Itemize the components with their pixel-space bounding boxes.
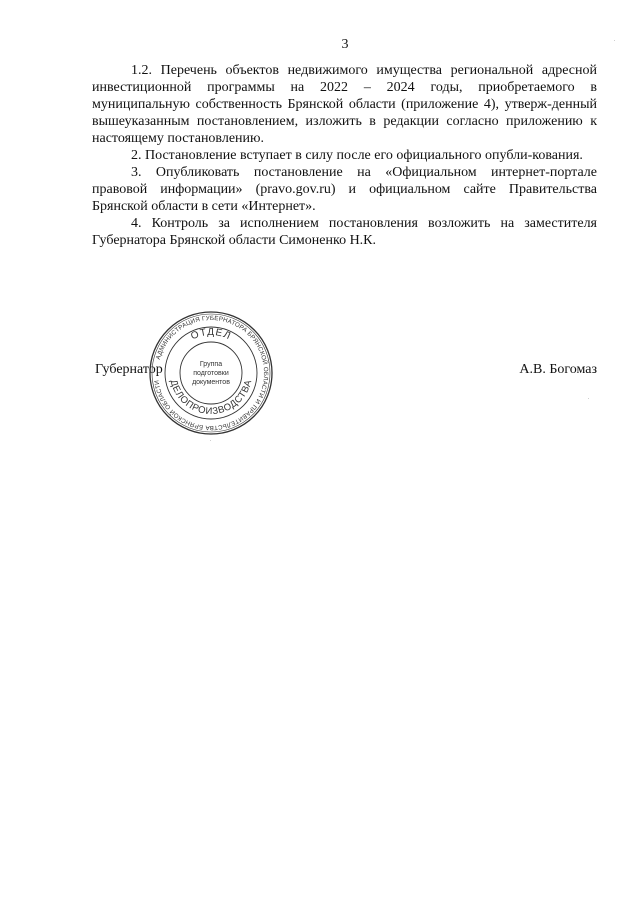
official-stamp xyxy=(148,310,274,436)
page-number: 3 xyxy=(341,37,349,52)
document-body xyxy=(92,62,597,249)
stamp-seal-icon xyxy=(148,310,274,436)
scan-artifact xyxy=(614,40,615,41)
paragraph-3: 3. Опубликовать постановление на «Официальном интернет-портале правовой информации» (pravo.gov.ru) и официальном сайте Правительства Брянской области в сети «Интернет». xyxy=(92,165,597,214)
stamp-department-top: ОТДЕЛ xyxy=(189,326,233,343)
scan-artifact xyxy=(210,440,211,441)
stamp-center-line-1: Группа xyxy=(199,361,223,368)
stamp-department-bottom: ДЕЛОПРОИЗВОДСТВА xyxy=(167,378,255,418)
paragraph-4: 4. Контроль за исполнением постановления возложить на заместителя Губернатора Брянской области Симоненко Н.К. xyxy=(92,216,597,248)
scan-artifact xyxy=(588,398,589,399)
signatory-title: Губернатор xyxy=(95,362,163,377)
stamp-center-line-3: документов xyxy=(192,379,230,386)
signatory-name: А.В. Богомаз xyxy=(519,362,597,377)
stamp-outer-text: АДМИНИСТРАЦИЯ ГУБЕРНАТОРА БРЯНСКОЙ ОБЛАСТИ И ПРАВИТЕЛЬСТВА БРЯНСКОЙ ОБЛАСТИ xyxy=(153,314,270,432)
paragraph-1-2: 1.2. Перечень объектов недвижимого имущества региональной адресной инвестиционной программы на 2022 – 2024 годы, приобретаемого в муниципальную собственность Брянской области (приложение 4), утверж-денный вышеуказанным постановлением, изложить в редакции согласно приложению к настоящему постановлению. xyxy=(92,63,597,146)
paragraph-2: 2. Постановление вступает в силу после его официального опубли-кования. xyxy=(131,148,583,163)
stamp-center-line-2: подготовки xyxy=(193,370,229,377)
